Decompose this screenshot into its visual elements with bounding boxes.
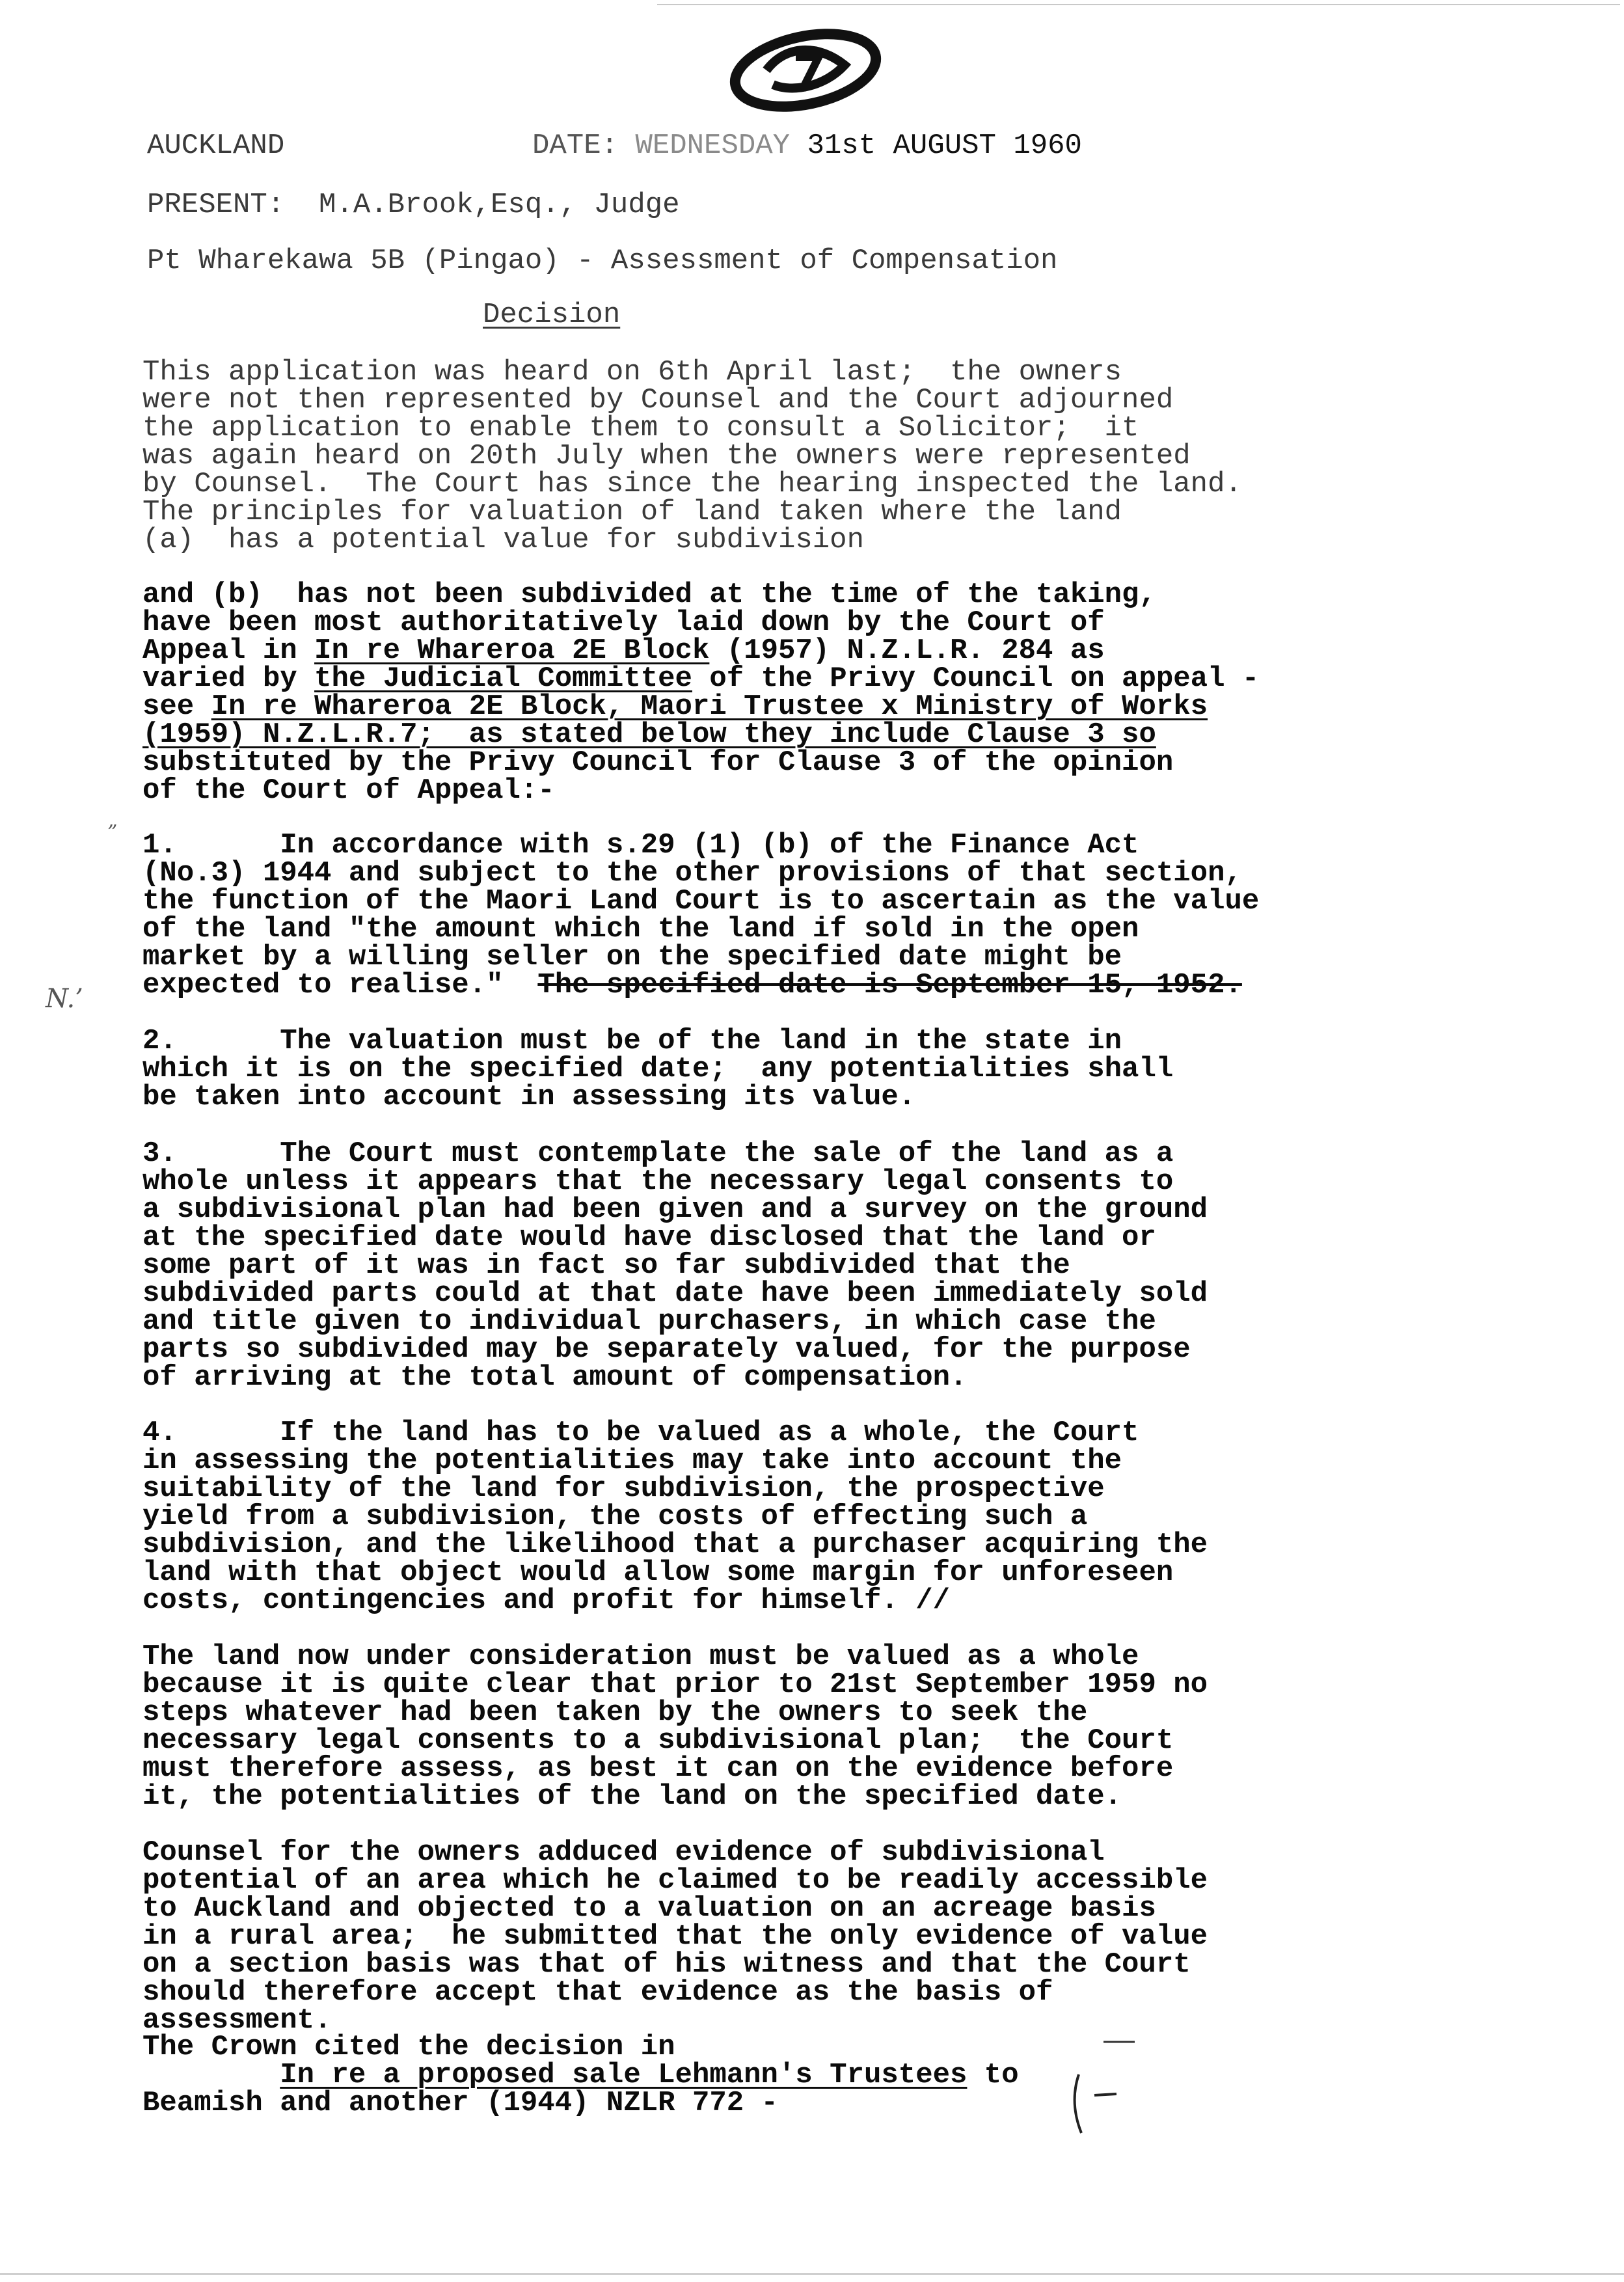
paragraph-4-line-3: to Auckland and objected to a valuation on an acreage basis (142, 1892, 1156, 1925)
clause-1-line-2: (No.3) 1944 and subject to the other provisions of that section, (142, 857, 1242, 890)
paragraph-2-line-5: see In re Whareroa 2E Block, Maori Trustee x Ministry of Works (142, 690, 1208, 723)
paragraph-2-line-6: (1959) N.Z.L.R.7; as stated below they include Clause 3 so (142, 718, 1156, 751)
clause-1-line-1: 1. In accordance with s.29 (1) (b) of the Finance Act (142, 829, 1139, 862)
section-title: Decision (483, 299, 621, 331)
clause-1-line-5: market by a willing seller on the specified date might be (142, 941, 1122, 973)
date-weekday: WEDNESDAY (635, 129, 791, 162)
paragraph-1-line-2: were not then represented by Counsel and the Court adjourned (142, 384, 1174, 416)
paragraph-1-line-1: This application was heard on 6th April last; the owners (142, 356, 1122, 388)
paragraph-3-line-2: because it is quite clear that prior to 21st September 1959 no (142, 1668, 1208, 1701)
clause-3-line-1: 3. The Court must contemplate the sale of the land as a (142, 1137, 1174, 1170)
case-title: Pt Wharekawa 5B (Pingao) - Assessment of Compensation (147, 245, 1058, 277)
margin-bracket-mark (1064, 2035, 1143, 2139)
paragraph-2-line-4: varied by the Judicial Committee of the Privy Council on appeal - (142, 662, 1260, 695)
paragraph-4-line-6: should therefore accept that evidence as the basis of (142, 1976, 1053, 2009)
clause-2-line-1: 2. The valuation must be of the land in the state in (142, 1025, 1122, 1057)
date-label: DATE: (532, 129, 619, 162)
paragraph-3-line-1: The land now under consideration must be valued as a whole (142, 1640, 1139, 1673)
clause-3-line-4: at the specified date would have disclosed that the land or (142, 1221, 1156, 1254)
date-value: 31st AUGUST 1960 (807, 129, 1082, 162)
paragraph-3-line-5: must therefore assess, as best it can on the evidence before (142, 1752, 1174, 1785)
paragraph-1-line-4: was again heard on 20th July when the owners were represented (142, 440, 1191, 472)
paragraph-4-line-4: in a rural area; he submitted that the only evidence of value (142, 1920, 1208, 1953)
paragraph-1-line-6: The principles for valuation of land taken where the land (142, 496, 1122, 528)
paragraph-2-line-8: of the Court of Appeal:- (142, 774, 555, 807)
clause-4-line-1: 4. If the land has to be valued as a whole, the Court (142, 1417, 1139, 1449)
paragraph-2-line-2: have been most authoritatively laid down by the Court of (142, 606, 1105, 639)
paragraph-4-line-8: The Crown cited the decision in (142, 2031, 675, 2063)
present-value: M.A.Brook,Esq., Judge (319, 189, 680, 221)
case-citation-whareroa-1959: In re Whareroa 2E Block, Maori Trustee x Ministry of Works (211, 690, 1208, 723)
clause-3-line-6: subdivided parts could at that date have been immediately sold (142, 1277, 1208, 1310)
clause-2-line-3: be taken into account in assessing its value. (142, 1081, 916, 1113)
paragraph-4-line-10: Beamish and another (1944) NZLR 772 - (142, 2087, 778, 2119)
paragraph-1-line-7: (a) has a potential value for subdivision (142, 524, 864, 556)
clause-1-line-4: of the land "the amount which the land if sold in the open (142, 913, 1139, 945)
clause-3-line-3: a subdivisional plan had been given and a survey on the ground (142, 1193, 1208, 1226)
clause-1-line-3: the function of the Maori Land Court is to ascertain as the value (142, 885, 1260, 917)
paragraph-4-line-5: on a section basis was that of his witness and that the Court (142, 1948, 1191, 1981)
official-seal-mark (721, 25, 890, 116)
paragraph-4-line-2: potential of an area which he claimed to be readily accessible (142, 1864, 1208, 1897)
clause-4-line-6: land with that object would allow some margin for unforeseen (142, 1556, 1174, 1589)
paragraph-4-line-7: assessment. (142, 2004, 332, 2037)
paragraph-3-line-4: necessary legal consents to a subdivisional plan; the Court (142, 1724, 1174, 1757)
case-citation-whareroa-1957: In re Whareroa 2E Block (314, 634, 710, 667)
clause-4-line-2: in assessing the potentialities may take into account the (142, 1445, 1122, 1477)
paragraph-2-line-1: and (b) has not been subdivided at the time of the taking, (142, 578, 1156, 611)
header-place: AUCKLAND (147, 129, 285, 162)
clause-3-line-5: some part of it was in fact so far subdivided that the (142, 1249, 1070, 1282)
clause-4-line-3: suitability of the land for subdivision, the prospective (142, 1473, 1105, 1505)
clause-3-line-9: of arriving at the total amount of compensation. (142, 1361, 968, 1394)
clause-4-line-4: yield from a subdivision, the costs of effecting such a (142, 1501, 1088, 1533)
paragraph-3-line-3: steps whatever had been taken by the owners to seek the (142, 1696, 1088, 1729)
clause-2-line-2: which it is on the specified date; any potentialities shall (142, 1053, 1174, 1085)
paragraph-1-line-3: the application to enable them to consult a Solicitor; it (142, 412, 1139, 444)
clause-3-line-7: and title given to individual purchasers, in which case the (142, 1305, 1156, 1338)
margin-mark-2: N.’ (46, 984, 83, 1014)
case-citation-lehmann: In re a proposed sale Lehmann's Trustees (280, 2059, 968, 2091)
paragraph-4-line-9: In re a proposed sale Lehmann's Trustees to (280, 2059, 1019, 2091)
top-edge-rule (657, 4, 1620, 5)
clause-3-line-2: whole unless it appears that the necessary legal consents to (142, 1165, 1174, 1198)
present-label: PRESENT: (147, 189, 285, 221)
margin-mark-1: ” (107, 821, 118, 844)
paragraph-1-line-5: by Counsel. The Court has since the hearing inspected the land. (142, 468, 1242, 500)
paragraph-2-line-3: Appeal in In re Whareroa 2E Block (1957) N.Z.L.R. 284 as (142, 634, 1105, 667)
bottom-edge-rule (0, 2273, 1624, 2275)
clause-4-line-5: subdivision, and the likelihood that a purchaser acquiring the (142, 1528, 1208, 1561)
header-date-line (532, 131, 1082, 160)
clause-1-line-6: expected to realise." The specified date is September 15, 1952. (142, 969, 1242, 1001)
clause-4-line-7: costs, contingencies and profit for himself. // (142, 1584, 951, 1617)
paragraph-3-line-6: it, the potentialities of the land on the specified date. (142, 1780, 1122, 1813)
struck-out-text: The specified date is September 15, 1952. (537, 969, 1242, 1001)
paragraph-4-line-1: Counsel for the owners adduced evidence of subdivisional (142, 1836, 1105, 1869)
judicial-committee-citation: the Judicial Committee (314, 662, 692, 695)
clause-3-line-8: parts so subdivided may be separately valued, for the purpose (142, 1333, 1191, 1366)
present-line (147, 191, 680, 219)
paragraph-2-line-7: substituted by the Privy Council for Clause 3 of the opinion (142, 746, 1174, 779)
